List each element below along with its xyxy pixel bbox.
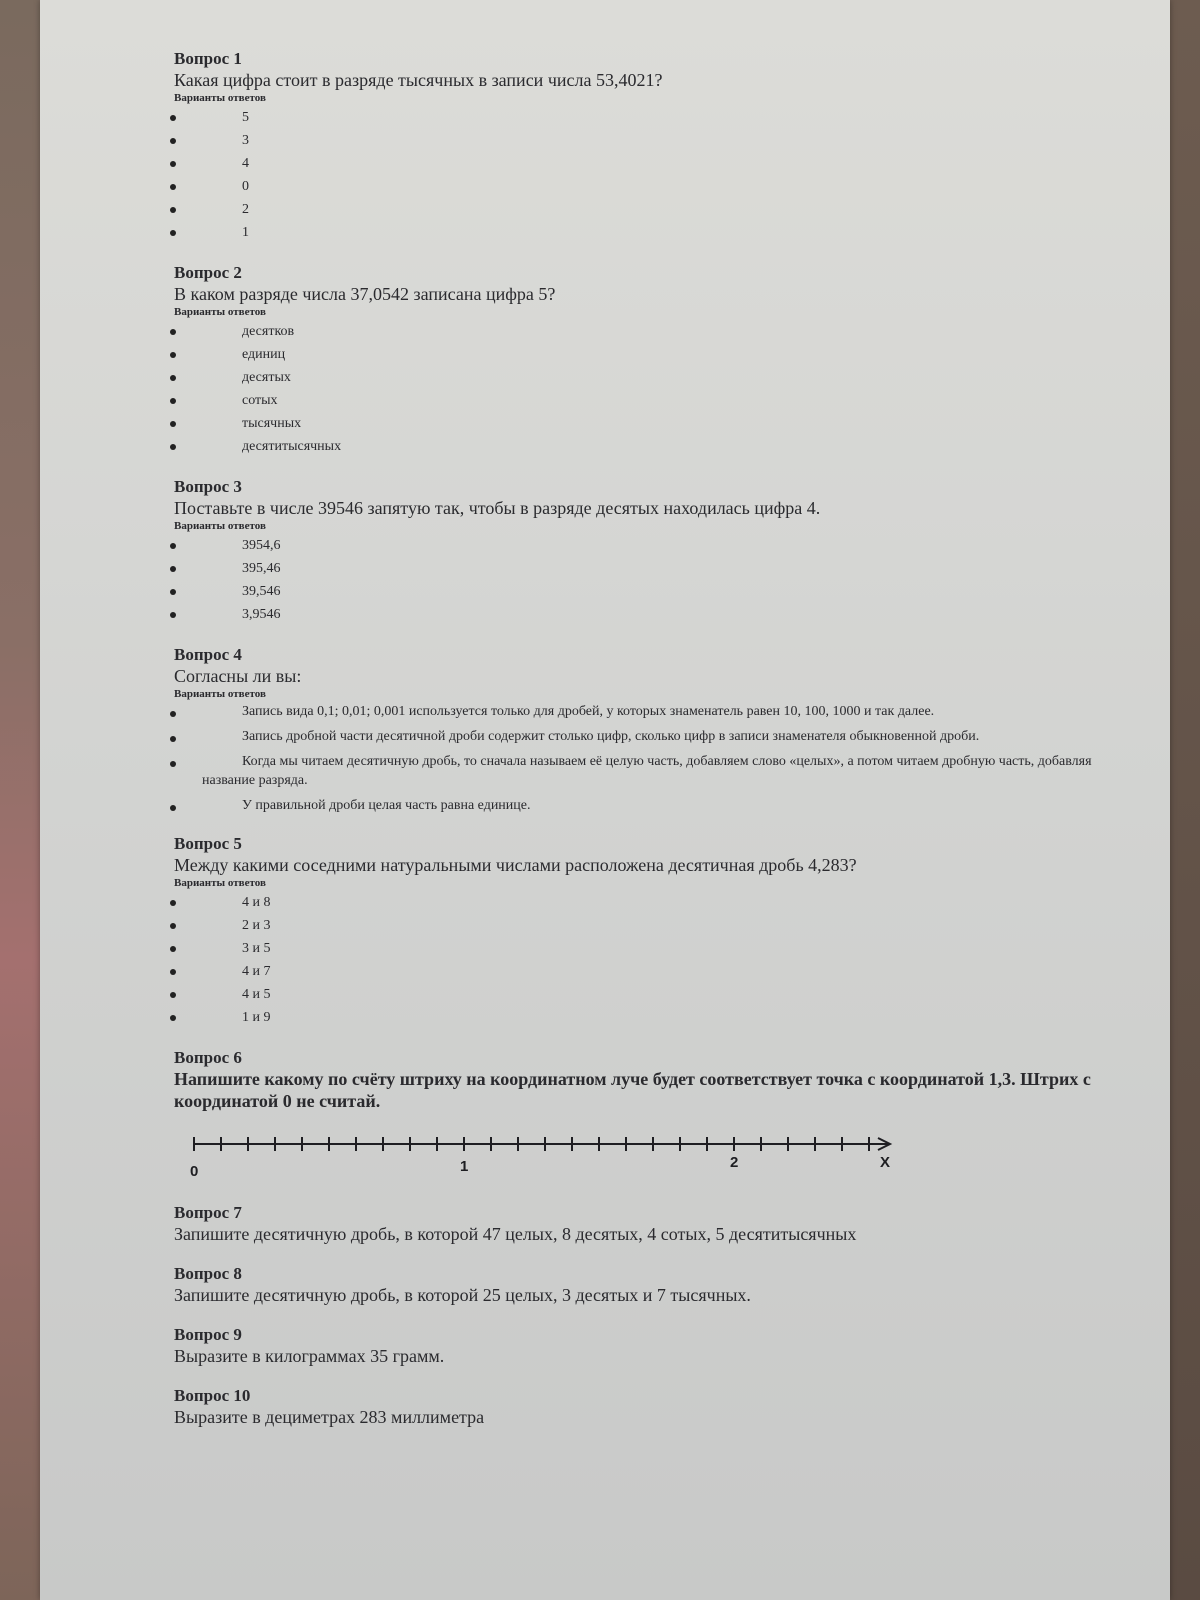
- question-title: Вопрос 7: [174, 1203, 242, 1222]
- option-item[interactable]: [174, 152, 1134, 175]
- question-2: [174, 262, 1134, 458]
- bullet-icon: [170, 421, 176, 427]
- option-item[interactable]: [174, 198, 1134, 221]
- variants-label: Варианты ответов: [174, 520, 266, 532]
- option-label: единиц: [242, 347, 286, 362]
- question-7: [174, 1202, 1134, 1245]
- question-9: [174, 1324, 1134, 1367]
- question-8: [174, 1263, 1134, 1306]
- option-item[interactable]: [174, 435, 1134, 458]
- bullet-icon: [170, 711, 176, 717]
- question-6: [174, 1047, 1134, 1184]
- option-label: десятков: [242, 324, 295, 339]
- option-label: десятых: [242, 370, 291, 385]
- question-text: В каком разряде числа 37,0542 записана цифра 5?: [174, 284, 556, 304]
- question-text: Выразите в килограммах 35 грамм.: [174, 1346, 445, 1366]
- bullet-icon: [170, 946, 176, 952]
- option-label: 4 и 5: [242, 987, 271, 1002]
- option-item[interactable]: [174, 320, 1134, 343]
- question-title: Вопрос 2: [174, 263, 242, 282]
- worksheet-paper: [40, 0, 1170, 1600]
- worksheet-content: [174, 48, 1134, 1446]
- option-item[interactable]: [174, 221, 1134, 244]
- option-label: 1: [242, 225, 249, 240]
- option-label: 3,9546: [242, 607, 281, 622]
- question-text: Выразите в дециметрах 283 миллиметра: [174, 1407, 485, 1427]
- bullet-icon: [170, 761, 176, 767]
- bullet-icon: [170, 612, 176, 618]
- option-item[interactable]: [174, 343, 1134, 366]
- option-label: 4 и 8: [242, 895, 271, 910]
- question-title: Вопрос 6: [174, 1048, 242, 1067]
- option-item[interactable]: [174, 752, 1134, 790]
- question-text: Между какими соседними натуральными числами расположена десятичная дробь 4,283?: [174, 855, 857, 875]
- option-label: Когда мы читаем десятичную дробь, то сначала называем её целую часть, добавляем слово «целых», а потом читаем дробную часть, добавляя название разряда.: [202, 754, 1092, 788]
- option-label: 3954,6: [242, 538, 281, 553]
- option-item[interactable]: [174, 129, 1134, 152]
- option-item[interactable]: [174, 1006, 1134, 1029]
- option-label: Запись дробной части десятичной дроби содержит столько цифр, сколько цифр в записи знаменателя обыкновенной дроби.: [242, 729, 980, 744]
- bullet-icon: [170, 736, 176, 742]
- option-label: 395,46: [242, 561, 281, 576]
- option-label: тысячных: [242, 416, 302, 431]
- question-3: [174, 476, 1134, 626]
- bullet-icon: [170, 1015, 176, 1021]
- bullet-icon: [170, 398, 176, 404]
- option-item[interactable]: [174, 727, 1134, 746]
- option-label: У правильной дроби целая часть равна единице.: [242, 798, 531, 813]
- bullet-icon: [170, 444, 176, 450]
- question-title: Вопрос 10: [174, 1386, 251, 1405]
- number-line-figure: [174, 1124, 934, 1184]
- tick-label-1: 1: [460, 1158, 469, 1175]
- option-item[interactable]: [174, 366, 1134, 389]
- option-label: 2 и 3: [242, 918, 271, 933]
- question-text: Запишите десятичную дробь, в которой 47 целых, 8 десятых, 4 сотых, 5 десятитысячных: [174, 1224, 857, 1244]
- bullet-icon: [170, 138, 176, 144]
- option-label: 3 и 5: [242, 941, 271, 956]
- option-item[interactable]: [174, 412, 1134, 435]
- option-label: 0: [242, 179, 249, 194]
- question-5: [174, 833, 1134, 1029]
- question-4: [174, 644, 1134, 815]
- option-item[interactable]: [174, 914, 1134, 937]
- option-item[interactable]: [174, 603, 1134, 626]
- tick-label-0: 0: [190, 1163, 199, 1180]
- option-item[interactable]: [174, 960, 1134, 983]
- question-10: [174, 1385, 1134, 1428]
- option-label: 4: [242, 156, 249, 171]
- question-title: Вопрос 3: [174, 477, 242, 496]
- tick-label-2: 2: [730, 1154, 739, 1171]
- question-text: Поставьте в числе 39546 запятую так, чтобы в разряде десятых находилась цифра 4.: [174, 498, 821, 518]
- variants-label: Варианты ответов: [174, 688, 266, 700]
- bullet-icon: [170, 352, 176, 358]
- variants-label: Варианты ответов: [174, 92, 266, 104]
- option-item[interactable]: [174, 580, 1134, 603]
- question-title: Вопрос 4: [174, 645, 242, 664]
- option-item[interactable]: [174, 702, 1134, 721]
- option-item[interactable]: [174, 796, 1134, 815]
- option-item[interactable]: [174, 106, 1134, 129]
- option-item[interactable]: [174, 175, 1134, 198]
- variants-label: Варианты ответов: [174, 306, 266, 318]
- option-label: Запись вида 0,1; 0,01; 0,001 используется только для дробей, у которых знаменатель равен 10, 100, 1000 и так далее.: [242, 704, 935, 719]
- bullet-icon: [170, 161, 176, 167]
- option-label: 39,546: [242, 584, 281, 599]
- question-title: Вопрос 1: [174, 49, 242, 68]
- bullet-icon: [170, 900, 176, 906]
- option-label: десятитысячных: [242, 439, 342, 454]
- bullet-icon: [170, 589, 176, 595]
- question-1: [174, 48, 1134, 244]
- option-item[interactable]: [174, 534, 1134, 557]
- option-label: 1 и 9: [242, 1010, 271, 1025]
- option-item[interactable]: [174, 937, 1134, 960]
- option-label: 2: [242, 202, 249, 217]
- option-label: сотых: [242, 393, 278, 408]
- option-item[interactable]: [174, 557, 1134, 580]
- options-list: [174, 320, 1134, 458]
- bullet-icon: [170, 115, 176, 121]
- question-text: Согласны ли вы:: [174, 666, 302, 686]
- option-label: 4 и 7: [242, 964, 271, 979]
- bullet-icon: [170, 184, 176, 190]
- question-title: Вопрос 5: [174, 834, 242, 853]
- question-text: Какая цифра стоит в разряде тысячных в записи числа 53,4021?: [174, 70, 663, 90]
- bullet-icon: [170, 992, 176, 998]
- option-item[interactable]: [174, 891, 1134, 914]
- bullet-icon: [170, 375, 176, 381]
- options-list: [174, 891, 1134, 1029]
- bullet-icon: [170, 543, 176, 549]
- bullet-icon: [170, 805, 176, 811]
- question-title: Вопрос 9: [174, 1325, 242, 1344]
- bullet-icon: [170, 207, 176, 213]
- option-label: 5: [242, 110, 249, 125]
- options-list: [174, 106, 1134, 244]
- question-text: Запишите десятичную дробь, в которой 25 целых, 3 десятых и 7 тысячных.: [174, 1285, 751, 1305]
- question-text: Напишите какому по счёту штриху на координатном луче будет соответствует точка с координатой 1,3. Штрих с координатой 0 не считай.: [174, 1069, 1091, 1111]
- option-item[interactable]: [174, 389, 1134, 412]
- bullet-icon: [170, 566, 176, 572]
- bullet-icon: [170, 230, 176, 236]
- axis-label-x: X: [880, 1154, 891, 1171]
- option-label: 3: [242, 133, 249, 148]
- options-list: [174, 534, 1134, 626]
- option-item[interactable]: [174, 983, 1134, 1006]
- options-list: [174, 702, 1134, 815]
- question-title: Вопрос 8: [174, 1264, 242, 1283]
- number-line: [174, 1124, 1134, 1184]
- bullet-icon: [170, 329, 176, 335]
- variants-label: Варианты ответов: [174, 877, 266, 889]
- bullet-icon: [170, 969, 176, 975]
- bullet-icon: [170, 923, 176, 929]
